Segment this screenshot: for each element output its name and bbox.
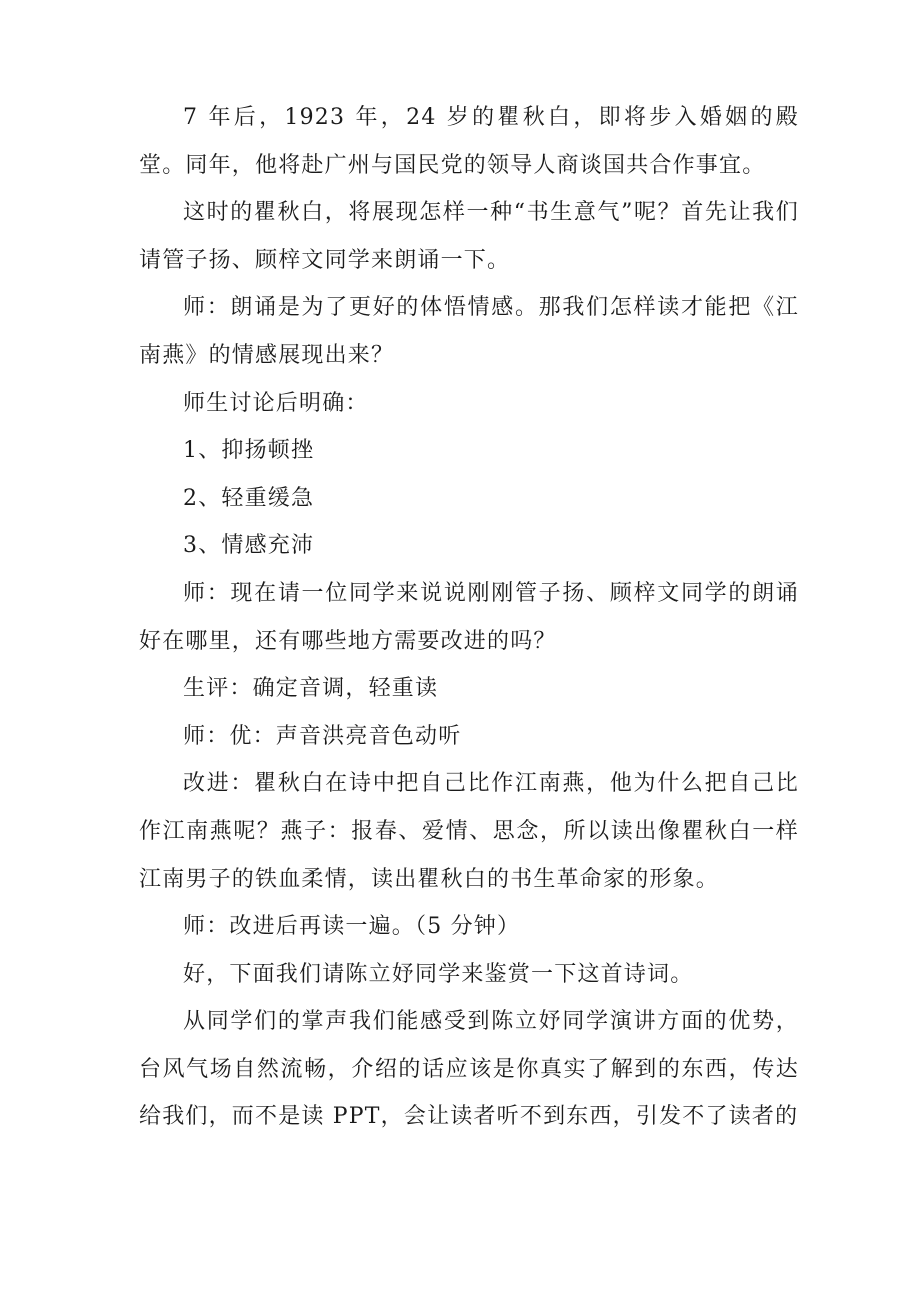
paragraph: 师：改进后再读一遍。（5 分钟） [183,914,521,940]
paragraph: 这时的瞿秋白，将展现怎样一种“书生意气”呢？首先让我们请管子扬、顾梓文同学来朗诵一下。 [139,200,799,273]
paragraph: 从同学们的掌声我们能感受到陈立妤同学演讲方面的优势，台风气场自然流畅，介绍的话应该是你真实了解到的东西，传达给我们，而不是读 PPT，会让读者听不到东西，引发不了读者的 [139,1009,799,1130]
paragraph: 生评：确定音调，轻重读 [183,676,439,702]
list-item: 2、轻重缓急 [183,485,315,511]
list-item: 1、抑扬顿挫 [183,438,315,464]
paragraph: 师生讨论后明确： [183,390,369,416]
paragraph: 7 年后，1923 年，24 岁的瞿秋白，即将步入婚姻的殿堂。同年，他将赴广州与国民党的领导人商谈国共合作事宜。 [139,105,799,178]
paragraph: 好，下面我们请陈立妤同学来鉴赏一下这首诗词。 [183,961,694,987]
paragraph: 师：现在请一位同学来说说刚刚管子扬、顾梓文同学的朗诵好在哪里，还有哪些地方需要改进的吗？ [139,580,799,654]
paragraph: 改进：瞿秋白在诗中把自己比作江南燕，他为什么把自己比作江南燕呢？燕子：报春、爱情、思念，所以读出像瞿秋白一样江南男子的铁血柔情，读出瞿秋白的书生革命家的形象。 [139,771,799,892]
list-item: 3、情感充沛 [183,533,315,559]
paragraph: 师：优：声音洪亮音色动听 [183,723,462,749]
paragraph: 师：朗诵是为了更好的体悟情感。那我们怎样读才能把《江南燕》的情感展现出来？ [139,295,799,368]
document-body [139,94,799,1141]
